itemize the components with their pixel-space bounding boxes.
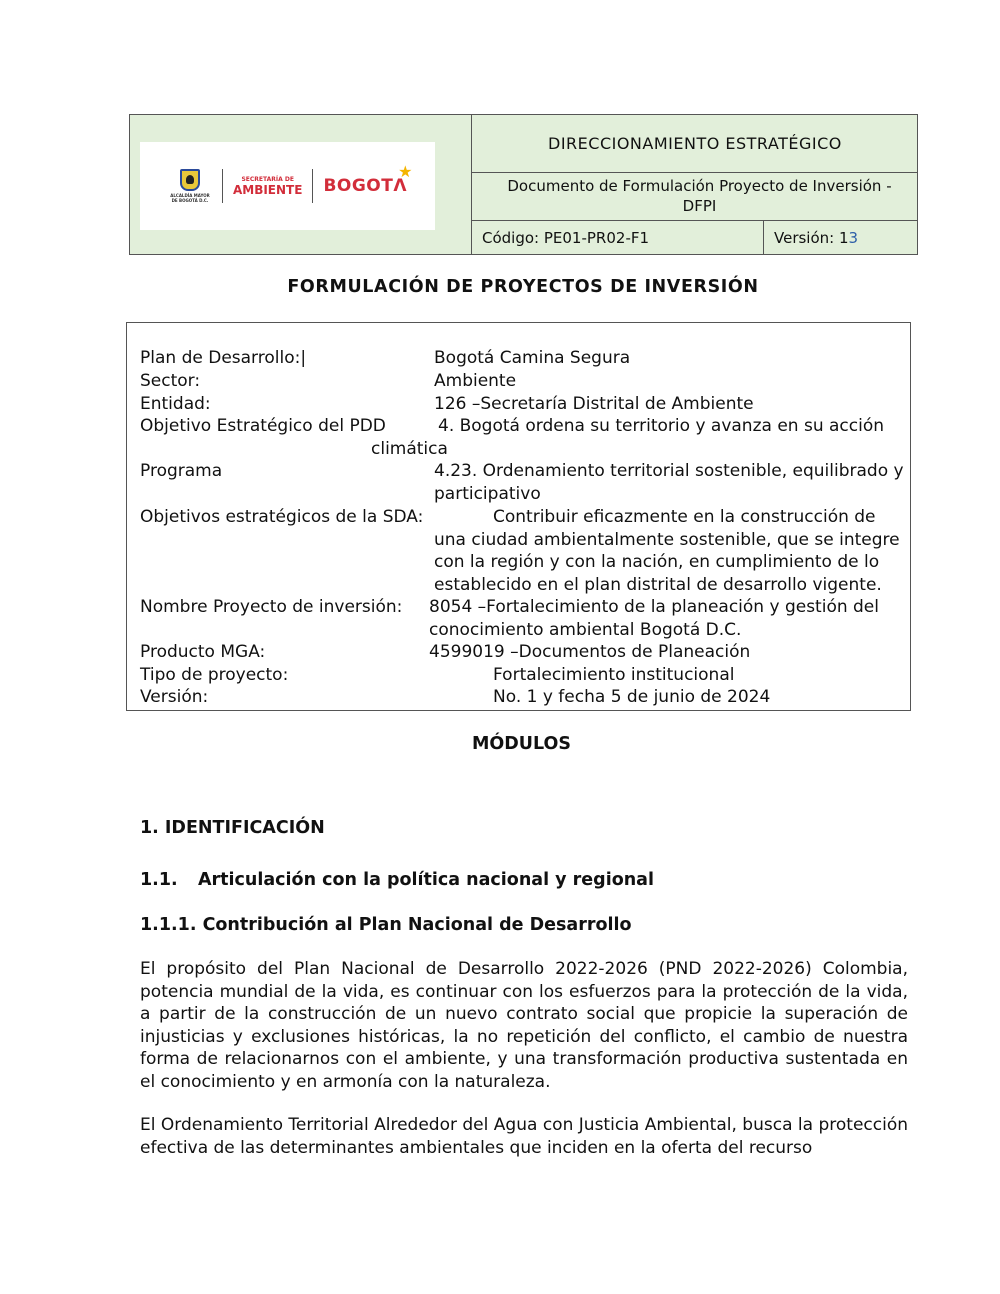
programa-value-line1: 4.23. Ordenamiento territorial sostenible, equilibrado y [434, 461, 904, 481]
version-label: Versión: 1 [774, 228, 849, 247]
paragraph-ordenamiento: El Ordenamiento Territorial Alrededor del Agua con Justicia Ambiental, busca la protección efectiva de las determinantes ambientales que inciden en la oferta del recurso [140, 1115, 908, 1158]
proyecto-value-line1: 8054 –Fortalecimiento de la planeación y gestión del [429, 597, 879, 617]
objetivos-sda-line: establecido en el plan distrital de desarrollo vigente. [434, 575, 882, 595]
code-version-row [472, 221, 917, 254]
document-name-line1: Documento de Formulación Proyecto de Inversión - [507, 177, 892, 195]
plan-value: Bogotá Camina Segura [434, 348, 631, 368]
tipo-value: Fortalecimiento institucional [493, 665, 735, 685]
project-info-box [126, 322, 911, 711]
modules-title: MÓDULOS [471, 734, 572, 754]
bogota-logo [323, 162, 414, 196]
logo-divider [222, 169, 223, 203]
section-1-1-heading: Articulación con la política nacional y regional [198, 870, 654, 890]
programa-value-line2: participativo [434, 484, 541, 504]
crest-icon [180, 169, 200, 191]
secretaria-line2: AMBIENTE [232, 182, 303, 197]
star-icon: ★ [398, 162, 414, 181]
objetivos-sda-line: con la región y con la nación, en cumplimiento de lo [434, 552, 880, 572]
document-header-table [129, 114, 918, 255]
crest-text: ALCALDÍA MAYOR DE BOGOTÁ D.C. [170, 193, 210, 203]
document-version [764, 221, 917, 254]
entidad-value: 126 –Secretaría Distrital de Ambiente [434, 394, 754, 414]
logo-cell [130, 115, 472, 254]
secretaria-line1: SECRETARÍA DE [241, 175, 294, 183]
document-code: Código: PE01-PR02-F1 [472, 221, 764, 254]
objetivo-pdd-value-line2: climática [371, 439, 448, 459]
document-name-line2: DFPI [682, 197, 717, 215]
entidad-label: Entidad: [140, 394, 211, 414]
proyecto-label: Nombre Proyecto de inversión: [140, 597, 403, 617]
bogota-wordmark: BOGOTΛ [323, 176, 408, 196]
area-title: DIRECCIONAMIENTO ESTRATÉGICO [472, 115, 917, 173]
paragraph-pnd: El propósito del Plan Nacional de Desarrollo 2022-2026 (PND 2022-2026) Colombia, potencia mundial de la vida, es continuar con los esfuerzos para la protección de la vida, a partir de la construcción de un nuevo contrato social que propicie la superación de injusticias y exclusiones históricas, la no repetición del conflicto, el cambio de nuestra forma de relacionarnos con el ambiente, y una transformación productiva sustentada en el conocimiento y en armonía con la naturaleza. [140, 959, 908, 1092]
bogota-crest [168, 169, 212, 203]
tipo-label: Tipo de proyecto: [140, 665, 289, 685]
objetivo-pdd-label: Objetivo Estratégico del PDD [140, 416, 386, 436]
section-1-heading: 1. IDENTIFICACIÓN [140, 818, 325, 838]
sector-value: Ambiente [434, 371, 517, 391]
main-title: FORMULACIÓN DE PROYECTOS DE INVERSIÓN [287, 277, 759, 297]
objetivos-sda-label: Objetivos estratégicos de la SDA: [140, 507, 424, 527]
sector-label: Sector: [140, 371, 201, 391]
section-1-1-number: 1.1. [140, 870, 178, 890]
version-label: Versión: [140, 687, 209, 707]
programa-label: Programa [140, 461, 223, 481]
objetivo-pdd-value-line1: 4. Bogotá ordena su territorio y avanza en su acción [438, 416, 885, 436]
objetivos-sda-line: Contribuir eficazmente en la construcción de [493, 507, 876, 527]
plan-label: Plan de Desarrollo:| [140, 348, 307, 368]
version-value: No. 1 y fecha 5 de junio de 2024 [493, 687, 771, 707]
producto-label: Producto MGA: [140, 642, 266, 662]
logo-divider [312, 169, 313, 203]
version-accent-digit: 3 [848, 228, 859, 247]
proyecto-value-line2: conocimiento ambiental Bogotá D.C. [429, 620, 742, 640]
institution-logo [140, 142, 435, 230]
document-name [472, 173, 917, 221]
producto-value: 4599019 –Documentos de Planeación [429, 642, 751, 662]
objetivos-sda-line: una ciudad ambientalmente sostenible, que se integre [434, 530, 900, 550]
header-info-cell [472, 115, 917, 254]
section-1-1-1-heading: 1.1.1. Contribución al Plan Nacional de Desarrollo [140, 915, 632, 935]
secretaria-logo [233, 176, 302, 197]
